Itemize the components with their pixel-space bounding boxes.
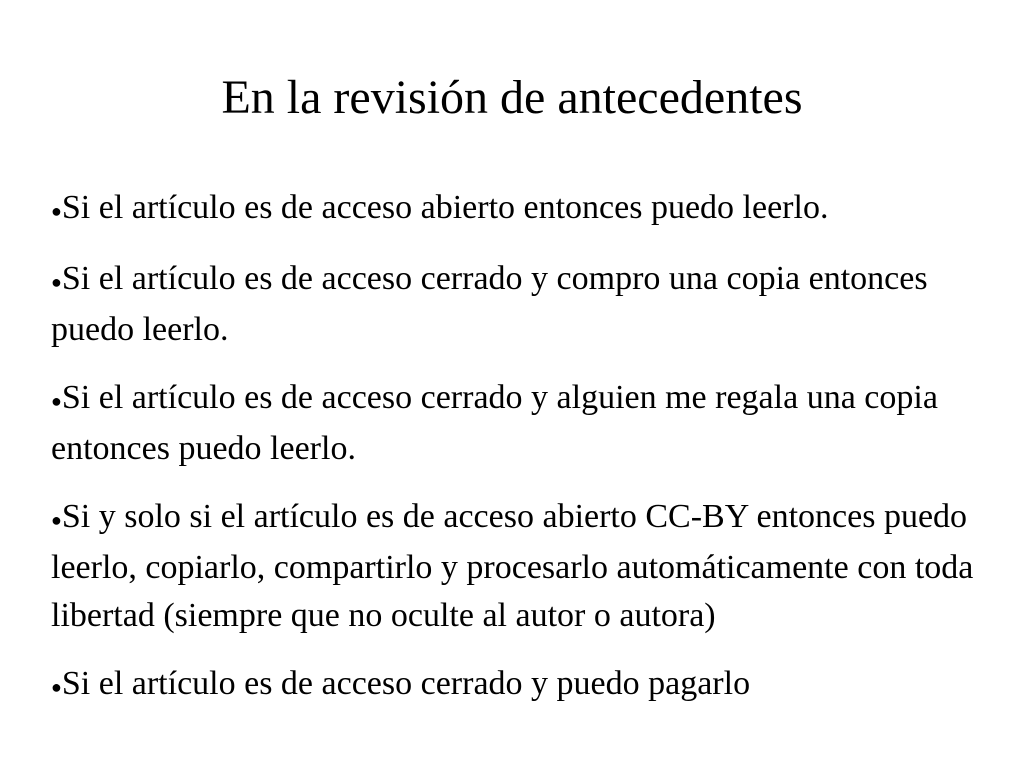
bullet-item xyxy=(51,255,981,354)
bullet-dot-icon: ● xyxy=(51,510,62,530)
bullet-item xyxy=(51,493,981,640)
bullet-text: Si el artículo es de acceso cerrado y puedo pagarlo xyxy=(61,665,751,702)
bullet-dot-icon: ● xyxy=(51,201,62,221)
bullet-dot-icon: ● xyxy=(51,677,62,697)
bullet-item xyxy=(51,184,981,235)
bullet-text: Si el artículo es de acceso abierto entonces puedo leerlo. xyxy=(61,189,829,226)
slide-title: En la revisión de antecedentes xyxy=(221,71,803,124)
bullet-list xyxy=(51,184,981,731)
bullet-text: Si y solo si el artículo es de acceso abierto CC-BY entonces puedo leerlo, copiarlo, compartirlo y procesarlo automáticamente con toda libertad (siempre que no oculte al autor o autora) xyxy=(51,498,974,634)
bullet-item xyxy=(51,374,981,473)
bullet-dot-icon: ● xyxy=(51,272,62,292)
bullet-text: Si el artículo es de acceso cerrado y alguien me regala una copia entonces puedo leerlo. xyxy=(51,379,938,467)
bullet-dot-icon: ● xyxy=(51,391,62,411)
bullet-item xyxy=(51,660,981,711)
bullet-text: Si el artículo es de acceso cerrado y compro una copia entonces puedo leerlo. xyxy=(51,260,928,348)
